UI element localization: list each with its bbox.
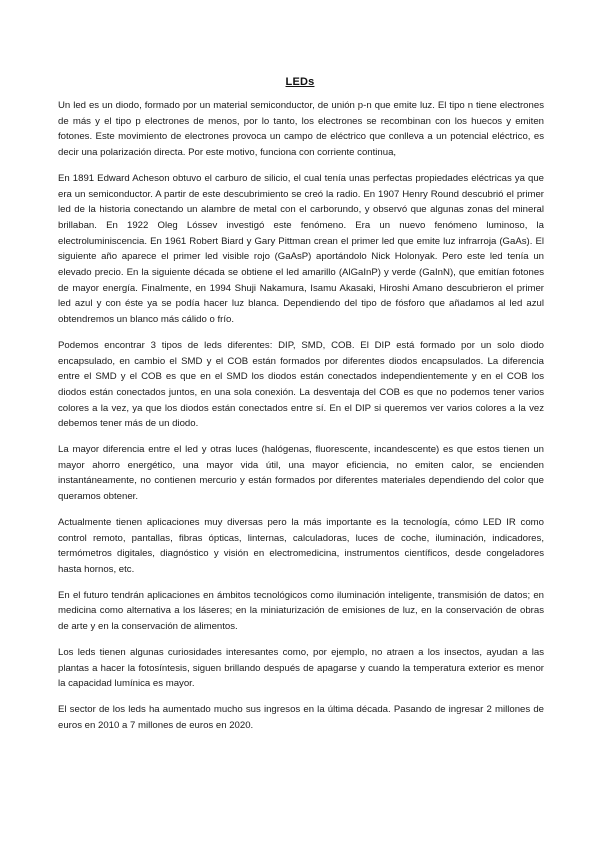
paragraph-market: El sector de los leds ha aumentado mucho sus ingresos en la última década. Pasando de ingresar 2 millones de euros en 2010 a 7 millones de euros en 2020. xyxy=(58,703,544,731)
paragraph-differences: La mayor diferencia entre el led y otras luces (halógenas, fluorescente, incandescente) es que estos tienen un mayor ahorro energético, una mayor vida útil, una mayor eficiencia, no emiten calor, se encienden instantáneamente, no contienen mercurio y están formados por diferentes materiales dependiendo del color que queramos obtener. xyxy=(58,444,544,503)
document-title: LEDs xyxy=(285,76,315,88)
paragraph-history: En 1891 Edward Acheson obtuvo el carburo de silicio, el cual tenía unas perfectas propiedades eléctricas ya que era un semiconductor. A partir de este descubrimiento se creó la radio. En 1907 Henry Round descubrió el primer led de la historia conectando un alambre de metal con el carborundo, y observó que algunas zonas del mineral brillaban. En 1922 Oleg Lóssev investigó este fenómeno. Era un nuevo fenómeno luminoso, la electroluminiscencia. En 1961 Robert Biard y Gary Pittman crean el primer led que emite luz infrarroja (GaAs). El siguiente año aparece el primer led visible rojo (GaAsP) aportándolo Nick Holonyak. Pero este led tenía un elevado precio. En la siguiente década se obtiene el led amarillo (AlGaInP) y verde (GaInN), que emitían fotones de mayor energía. Finalmente, en 1994 Shuji Nakamura, Isamu Akasaki, Hiroshi Amano descubrieron el primer led azul y con éste ya se podía hacer luz blanca. Dependiendo del tipo de fósforo que añadamos al led azul obtendremos un blanco más cálido o frío. xyxy=(58,172,544,326)
paragraph-definition: Un led es un diodo, formado por un material semiconductor, de unión p-n que emite luz. El tipo n tiene electrones de más y el tipo p electrones de menos, por lo tanto, los electrones se recombinan con los huecos y emiten fotones. Este movimiento de electrones provoca un campo de eléctrico que conlleva a un potencial eléctrico, es decir una polarización directa. Por este motivo, funciona con corriente continua, xyxy=(58,100,544,159)
paragraph-curiosities: Los leds tienen algunas curiosidades interesantes como, por ejemplo, no atraen a los insectos, ayudan a las plantas a hacer la fotosíntesis, siguen brillando después de apagarse y cuando la temperatura exterior es menor la capacidad lumínica es mayor. xyxy=(58,646,544,690)
paragraph-applications: Actualmente tienen aplicaciones muy diversas pero la más importante es la tecnología, cómo LED IR como control remoto, pantallas, fibras ópticas, linternas, calculadoras, luces de coche, iluminación, indicadores, termómetros digitales, diagnóstico y visión en electromedicina, instrumentos científicos, desde congeladores hasta hornos, etc. xyxy=(58,516,544,575)
document-body xyxy=(58,98,544,743)
paragraph-types: Podemos encontrar 3 tipos de leds diferentes: DIP, SMD, COB. El DIP está formado por un solo diodo encapsulado, en cambio el SMD y el COB están formados por diferentes diodos encapsulados. La diferencia entre el SMD y el COB es que en el SMD los diodos están conectados independientemente y en el COB los diodos están conectados juntos, en una sola conexión. La desventaja del COB es que no podemos tener varios colores a la vez, ya que los diodos están conectados entre sí. En el DIP si queremos ver varios colores a la vez debemos tener más de un diodo. xyxy=(58,339,544,430)
paragraph-future: En el futuro tendrán aplicaciones en ámbitos tecnológicos como iluminación inteligente, transmisión de datos; en medicina como alternativa a los láseres; en la miniaturización de emisiones de luz, en la conservación de obras de arte y en la conservación de alimentos. xyxy=(58,589,544,633)
